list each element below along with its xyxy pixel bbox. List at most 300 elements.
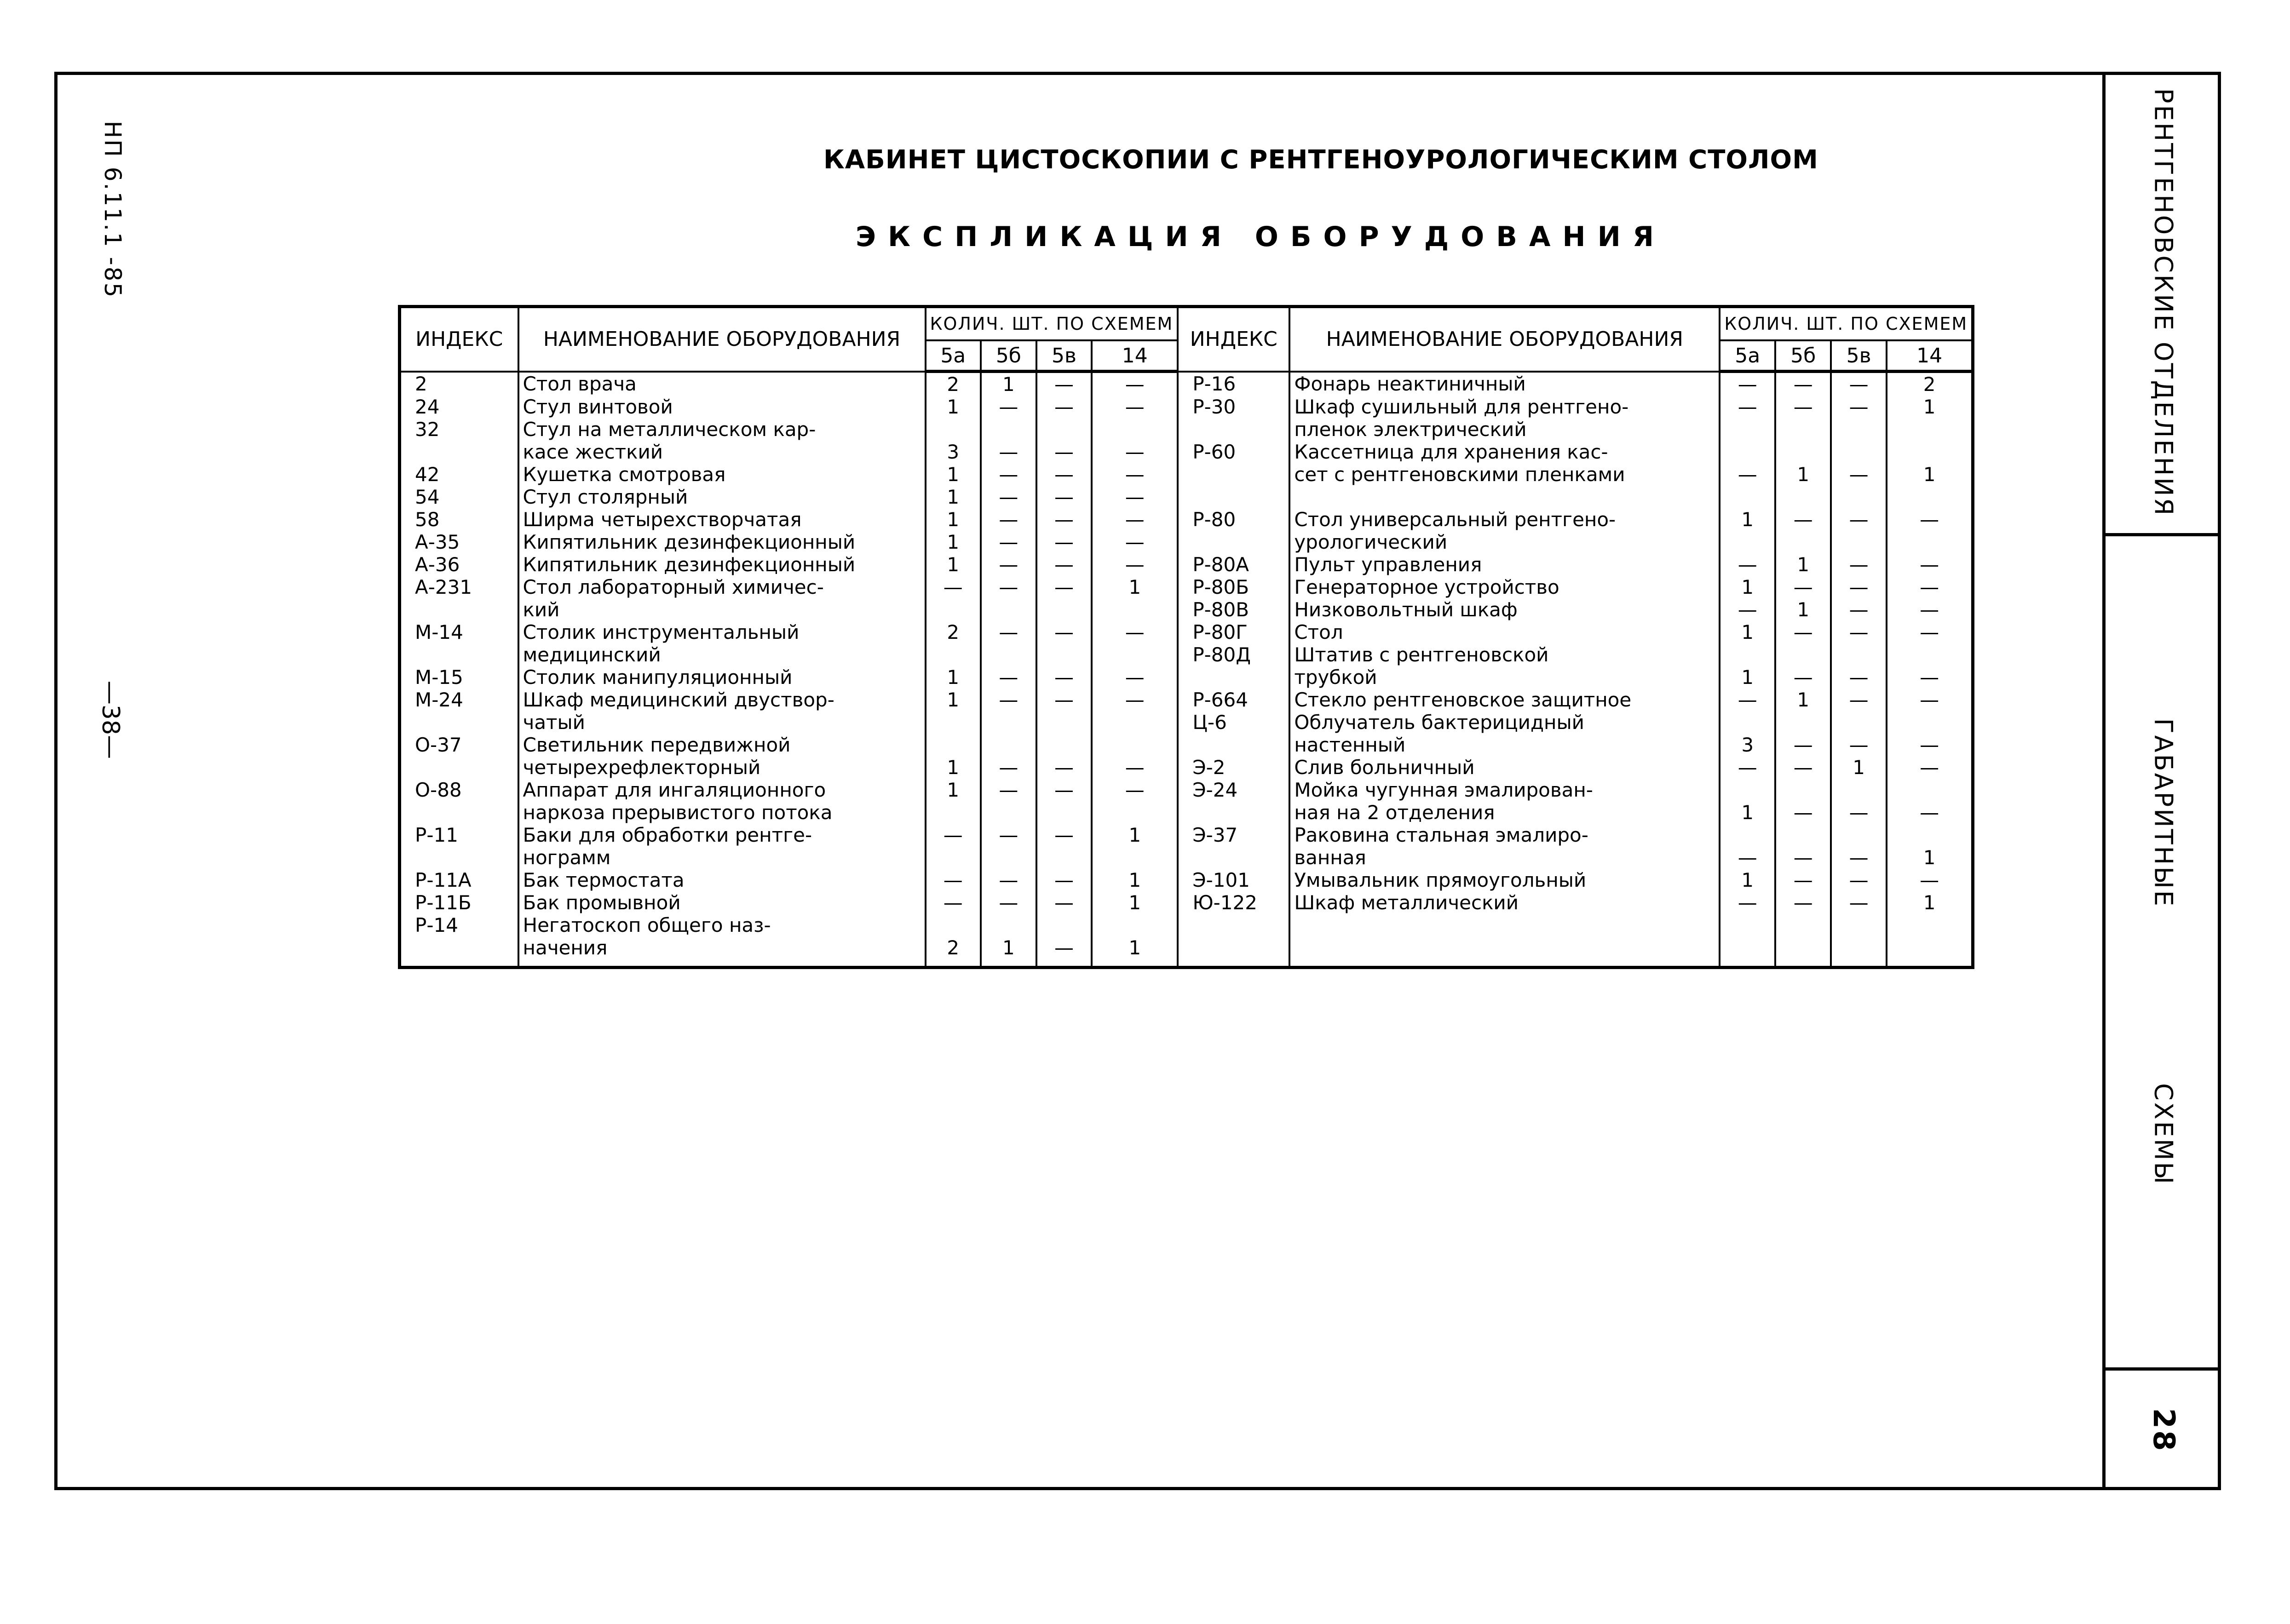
title-block-section (2106, 72, 2221, 536)
index-cell: М-14 (400, 621, 518, 643)
qty-14-cell: — (1887, 621, 1973, 643)
qty-5v-cell: — (1831, 891, 1887, 914)
qty-5a-cell (926, 711, 981, 734)
qty-14-cell: — (1092, 486, 1178, 508)
index-cell: М-24 (400, 689, 518, 711)
qty-5a-cell (1720, 779, 1775, 801)
qty-14-cell (1092, 801, 1178, 824)
qty-14-cell: — (1092, 396, 1178, 418)
qty-14-cell: — (1887, 801, 1973, 824)
document-code (92, 99, 133, 320)
qty-5b-cell (1775, 711, 1831, 734)
qty-5v-cell: — (1831, 576, 1887, 598)
qty-5b-cell: — (1775, 846, 1831, 869)
index-cell: 54 (400, 486, 518, 508)
name-cell: Стол универсальный рентгено- (1289, 508, 1720, 531)
qty-14-cell (1887, 531, 1973, 553)
index-cell: Р-80 (1178, 508, 1289, 531)
table-row (400, 914, 1973, 936)
qty-5a-cell: 1 (926, 508, 981, 531)
subsection-name: ГАБАРИТНЫЕ СХЕМЫ (2149, 718, 2178, 1186)
qty-5v-cell (1831, 486, 1887, 508)
index-cell: Р-11Б (400, 891, 518, 914)
qty-5a-cell: 3 (1720, 734, 1775, 756)
name-cell: Шкаф сушильный для рентгено- (1289, 396, 1720, 418)
qty-14-cell: 1 (1092, 936, 1178, 968)
qty-14-cell: — (1092, 666, 1178, 689)
qty-5v-cell: — (1831, 508, 1887, 531)
index-cell: Р-80А (1178, 553, 1289, 576)
name-cell: Ширма четырехстворчатая (518, 508, 926, 531)
qty-5b-cell (981, 734, 1036, 756)
name-cell: Умывальник прямоугольный (1289, 869, 1720, 891)
index-cell: 2 (400, 372, 518, 396)
name-cell: Стол лабораторный химичес- (518, 576, 926, 598)
qty-5b-cell: — (1775, 372, 1831, 396)
index-cell: О-88 (400, 779, 518, 801)
qty-5a-cell (1720, 824, 1775, 846)
table-row (400, 598, 1973, 621)
qty-5v-cell (1831, 711, 1887, 734)
qty-5b-cell: — (1775, 396, 1831, 418)
qty-5v-cell: — (1036, 508, 1092, 531)
qty-5b-cell (1775, 914, 1831, 936)
index-cell: А-35 (400, 531, 518, 553)
qty-5a-cell: 1 (926, 689, 981, 711)
qty-5a-cell: — (1720, 372, 1775, 396)
name-cell: Стекло рентгеновское защитное (1289, 689, 1720, 711)
index-cell (400, 936, 518, 968)
qty-5b-cell (981, 711, 1036, 734)
qty-5b-cell: — (1775, 666, 1831, 689)
qty-5a-cell: — (1720, 553, 1775, 576)
document-code-text: НП 6.11.1 -85 (99, 121, 126, 299)
qty-5b-cell (981, 846, 1036, 869)
qty-14-cell: — (1092, 508, 1178, 531)
table-row (400, 463, 1973, 486)
qty-5b-cell: — (981, 486, 1036, 508)
qty-5b-cell: — (1775, 801, 1831, 824)
qty-14-cell: — (1887, 756, 1973, 779)
qty-5b-cell: — (981, 869, 1036, 891)
qty-5v-cell: — (1831, 372, 1887, 396)
qty-5v-cell (1036, 914, 1092, 936)
qty-5v-cell (1831, 824, 1887, 846)
qty-5v-cell: — (1036, 441, 1092, 463)
name-cell: Столик манипуляционный (518, 666, 926, 689)
qty-5b-cell (981, 914, 1036, 936)
index-cell: Р-16 (1178, 372, 1289, 396)
table-row (400, 711, 1973, 734)
qty-14-cell: — (1092, 756, 1178, 779)
qty-5v-cell: — (1831, 598, 1887, 621)
qty-5a-cell: 1 (1720, 576, 1775, 598)
qty-5v-cell: — (1036, 463, 1092, 486)
qty-5v-cell: — (1831, 869, 1887, 891)
name-cell: касе жесткий (518, 441, 926, 463)
index-cell (1178, 418, 1289, 441)
index-cell (1178, 914, 1289, 936)
qty-5a-cell (1720, 441, 1775, 463)
qty-14-cell: — (1887, 598, 1973, 621)
name-cell: чатый (518, 711, 926, 734)
index-cell: А-36 (400, 553, 518, 576)
table-row (400, 846, 1973, 869)
qty-5a-cell: 1 (1720, 801, 1775, 824)
qty-5v-cell: — (1036, 936, 1092, 968)
qty-5b-cell: — (981, 666, 1036, 689)
table-row (400, 418, 1973, 441)
title-block (2102, 72, 2221, 1490)
name-cell: трубкой (1289, 666, 1720, 689)
qty-5v-cell (1036, 846, 1092, 869)
qty-5v-cell (1831, 531, 1887, 553)
qty-5a-cell (926, 598, 981, 621)
qty-5a-cell: 1 (926, 486, 981, 508)
qty-14-cell: — (1092, 531, 1178, 553)
index-cell: М-15 (400, 666, 518, 689)
qty-5a-cell: — (1720, 598, 1775, 621)
qty-14-cell (1092, 734, 1178, 756)
name-cell: начения (518, 936, 926, 968)
name-cell: Пульт управления (1289, 553, 1720, 576)
qty-14-cell (1887, 643, 1973, 666)
qty-5v-cell (1831, 914, 1887, 936)
qty-5a-cell: — (926, 576, 981, 598)
qty-5b-cell: — (981, 396, 1036, 418)
index-cell: Р-80Д (1178, 643, 1289, 666)
document-title: КАБИНЕТ ЦИСТОСКОПИИ С РЕНТГЕНОУРОЛОГИЧЕСКИМ СТОЛОМ (823, 145, 1818, 175)
header-scheme-14-left: 14 (1092, 340, 1178, 372)
header-scheme-5b-left: 5б (981, 340, 1036, 372)
header-scheme-14-right: 14 (1887, 340, 1973, 372)
name-cell: Кассетница для хранения кас- (1289, 441, 1720, 463)
qty-5b-cell: 1 (981, 372, 1036, 396)
qty-5b-cell: — (981, 891, 1036, 914)
qty-5b-cell (981, 418, 1036, 441)
qty-5v-cell: — (1036, 576, 1092, 598)
qty-5v-cell (1036, 418, 1092, 441)
index-cell (400, 756, 518, 779)
index-cell (400, 711, 518, 734)
index-cell: Р-664 (1178, 689, 1289, 711)
qty-14-cell: — (1887, 553, 1973, 576)
qty-5b-cell (1775, 418, 1831, 441)
qty-5v-cell: — (1036, 891, 1092, 914)
table-row (400, 869, 1973, 891)
document-subtitle: ЭКСПЛИКАЦИЯ ОБОРУДОВАНИЯ (856, 221, 1666, 253)
name-cell: пленок электрический (1289, 418, 1720, 441)
qty-5v-cell: — (1036, 553, 1092, 576)
qty-5a-cell: — (926, 891, 981, 914)
qty-5a-cell: — (1720, 463, 1775, 486)
table-row (400, 801, 1973, 824)
qty-14-cell: — (1092, 779, 1178, 801)
qty-5b-cell: — (981, 779, 1036, 801)
qty-5a-cell (1720, 418, 1775, 441)
name-cell: Негатоскоп общего наз- (518, 914, 926, 936)
qty-5b-cell (981, 801, 1036, 824)
qty-5b-cell: — (1775, 508, 1831, 531)
index-cell: Ц-6 (1178, 711, 1289, 734)
qty-5a-cell (1720, 936, 1775, 968)
qty-5a-cell: 1 (1720, 869, 1775, 891)
qty-5a-cell: — (1720, 846, 1775, 869)
qty-5a-cell (926, 914, 981, 936)
qty-5v-cell (1036, 598, 1092, 621)
qty-5a-cell: 1 (926, 779, 981, 801)
header-name-right: НАИМЕНОВАНИЕ ОБОРУДОВАНИЯ (1289, 307, 1720, 372)
name-cell: наркоза прерывистого потока (518, 801, 926, 824)
qty-5b-cell: — (981, 553, 1036, 576)
table-row (400, 486, 1973, 508)
qty-5b-cell (1775, 531, 1831, 553)
qty-5b-cell (1775, 441, 1831, 463)
index-cell: Э-37 (1178, 824, 1289, 846)
qty-14-cell: — (1092, 441, 1178, 463)
qty-14-cell: 1 (1887, 891, 1973, 914)
qty-5a-cell: 1 (926, 396, 981, 418)
name-cell: Стул на металлическом кар- (518, 418, 926, 441)
index-cell (1178, 846, 1289, 869)
qty-5a-cell: 1 (1720, 508, 1775, 531)
name-cell: Слив больничный (1289, 756, 1720, 779)
index-cell: 24 (400, 396, 518, 418)
name-cell: нограмм (518, 846, 926, 869)
header-scheme-5a-left: 5а (926, 340, 981, 372)
page-number (90, 662, 131, 777)
qty-5v-cell: — (1036, 372, 1092, 396)
qty-14-cell: — (1092, 553, 1178, 576)
qty-14-cell: — (1092, 463, 1178, 486)
qty-5a-cell: — (1720, 689, 1775, 711)
page-number-text: —38— (97, 680, 124, 759)
qty-5a-cell: 2 (926, 621, 981, 643)
qty-5v-cell: 1 (1831, 756, 1887, 779)
name-cell: Светильник передвижной (518, 734, 926, 756)
name-cell: Стул столярный (518, 486, 926, 508)
qty-5v-cell (1831, 418, 1887, 441)
qty-5b-cell: — (981, 576, 1036, 598)
index-cell: Р-80В (1178, 598, 1289, 621)
qty-5v-cell: — (1036, 531, 1092, 553)
qty-5b-cell: — (981, 824, 1036, 846)
table-row (400, 553, 1973, 576)
name-cell: Столик инструментальный (518, 621, 926, 643)
table-row (400, 508, 1973, 531)
qty-14-cell (1887, 418, 1973, 441)
name-cell (1289, 914, 1720, 936)
qty-5b-cell: — (1775, 756, 1831, 779)
name-cell: Мойка чугунная эмалирован- (1289, 779, 1720, 801)
qty-5b-cell: 1 (1775, 463, 1831, 486)
qty-5v-cell: — (1036, 869, 1092, 891)
index-cell (1178, 734, 1289, 756)
index-cell (1178, 666, 1289, 689)
qty-14-cell: — (1887, 869, 1973, 891)
table-row (400, 531, 1973, 553)
index-cell (400, 846, 518, 869)
qty-5a-cell: 2 (926, 372, 981, 396)
index-cell: 32 (400, 418, 518, 441)
qty-14-cell: — (1092, 372, 1178, 396)
table-row (400, 936, 1973, 968)
qty-5b-cell: — (981, 689, 1036, 711)
qty-5b-cell: — (981, 756, 1036, 779)
index-cell: Р-60 (1178, 441, 1289, 463)
name-cell: сет с рентгеновскими пленками (1289, 463, 1720, 486)
index-cell: Э-2 (1178, 756, 1289, 779)
qty-5b-cell: — (1775, 576, 1831, 598)
qty-5v-cell: — (1831, 689, 1887, 711)
qty-14-cell (1887, 441, 1973, 463)
section-name: РЕНТГЕНОВСКИЕ ОТДЕЛЕНИЯ (2149, 88, 2178, 517)
qty-5a-cell: — (1720, 396, 1775, 418)
index-cell: Р-30 (1178, 396, 1289, 418)
header-index-right: ИНДЕКС (1178, 307, 1289, 372)
name-cell: Штатив с рентгеновской (1289, 643, 1720, 666)
index-cell: 58 (400, 508, 518, 531)
title-block-subsection (2106, 536, 2221, 1371)
qty-5a-cell (1720, 486, 1775, 508)
name-cell: Бак термостата (518, 869, 926, 891)
header-scheme-5a-right: 5а (1720, 340, 1775, 372)
index-cell: Э-24 (1178, 779, 1289, 801)
qty-5a-cell (926, 418, 981, 441)
qty-5a-cell (926, 801, 981, 824)
qty-14-cell (1887, 936, 1973, 968)
qty-14-cell: 1 (1092, 891, 1178, 914)
header-qty-left: КОЛИЧ. ШТ. ПО СХЕМЕМ (926, 307, 1178, 341)
index-cell: О-37 (400, 734, 518, 756)
qty-5b-cell: — (1775, 869, 1831, 891)
qty-5a-cell: — (926, 824, 981, 846)
qty-5a-cell: 1 (926, 666, 981, 689)
name-cell: Баки для обработки рентге- (518, 824, 926, 846)
name-cell: настенный (1289, 734, 1720, 756)
qty-5v-cell: — (1831, 846, 1887, 869)
header-index-left: ИНДЕКС (400, 307, 518, 372)
qty-5v-cell (1831, 643, 1887, 666)
index-cell (400, 643, 518, 666)
table-row (400, 891, 1973, 914)
name-cell: Генераторное устройство (1289, 576, 1720, 598)
name-cell: Фонарь неактиничный (1289, 372, 1720, 396)
qty-5v-cell: — (1831, 801, 1887, 824)
qty-14-cell (1887, 486, 1973, 508)
qty-5b-cell: — (981, 621, 1036, 643)
qty-5b-cell: — (981, 531, 1036, 553)
name-cell: Шкаф металлический (1289, 891, 1720, 914)
index-cell (1178, 463, 1289, 486)
qty-5b-cell (1775, 643, 1831, 666)
qty-5b-cell (981, 643, 1036, 666)
name-cell: Низковольтный шкаф (1289, 598, 1720, 621)
index-cell (1178, 531, 1289, 553)
qty-5b-cell (1775, 824, 1831, 846)
qty-5a-cell (926, 846, 981, 869)
qty-14-cell: — (1092, 689, 1178, 711)
name-cell: Аппарат для ингаляционного (518, 779, 926, 801)
qty-5v-cell: — (1036, 689, 1092, 711)
table-row (400, 576, 1973, 598)
qty-5v-cell: — (1036, 756, 1092, 779)
qty-5v-cell: — (1831, 621, 1887, 643)
qty-5a-cell (1720, 711, 1775, 734)
name-cell: Стул винтовой (518, 396, 926, 418)
name-cell: урологический (1289, 531, 1720, 553)
qty-5a-cell: 1 (926, 756, 981, 779)
qty-5a-cell: 1 (1720, 621, 1775, 643)
index-cell: Р-11 (400, 824, 518, 846)
qty-5b-cell (1775, 486, 1831, 508)
table-row (400, 734, 1973, 756)
qty-5b-cell: — (1775, 621, 1831, 643)
name-cell: Облучатель бактерицидный (1289, 711, 1720, 734)
qty-5v-cell: — (1036, 486, 1092, 508)
table-row (400, 372, 1973, 396)
qty-14-cell: — (1887, 666, 1973, 689)
qty-5v-cell (1036, 801, 1092, 824)
index-cell (400, 801, 518, 824)
table-row (400, 779, 1973, 801)
qty-14-cell (1092, 711, 1178, 734)
qty-5a-cell (926, 734, 981, 756)
table-row (400, 441, 1973, 463)
qty-5v-cell (1036, 643, 1092, 666)
title-block-sheet (2106, 1371, 2221, 1490)
qty-14-cell: — (1887, 689, 1973, 711)
qty-14-cell: — (1092, 621, 1178, 643)
qty-5v-cell (1831, 936, 1887, 968)
index-cell: 42 (400, 463, 518, 486)
qty-14-cell: — (1887, 734, 1973, 756)
qty-14-cell: — (1887, 508, 1973, 531)
qty-5b-cell (981, 598, 1036, 621)
qty-14-cell (1887, 914, 1973, 936)
sheet-number: 28 (2146, 1408, 2181, 1453)
index-cell: Р-14 (400, 914, 518, 936)
table-row (400, 666, 1973, 689)
name-cell: Раковина стальная эмалиро- (1289, 824, 1720, 846)
index-cell (1178, 801, 1289, 824)
name-cell: кий (518, 598, 926, 621)
index-cell (400, 441, 518, 463)
name-cell: Стол врача (518, 372, 926, 396)
qty-14-cell: 1 (1887, 463, 1973, 486)
qty-5b-cell: — (981, 441, 1036, 463)
table-row (400, 621, 1973, 643)
name-cell: Стол (1289, 621, 1720, 643)
qty-5b-cell: — (981, 508, 1036, 531)
qty-14-cell (1887, 711, 1973, 734)
qty-14-cell (1092, 598, 1178, 621)
qty-14-cell (1887, 779, 1973, 801)
index-cell (1178, 486, 1289, 508)
qty-5a-cell (1720, 914, 1775, 936)
qty-14-cell: 2 (1887, 372, 1973, 396)
name-cell: ванная (1289, 846, 1720, 869)
qty-14-cell: 1 (1092, 576, 1178, 598)
header-scheme-5v-right: 5в (1831, 340, 1887, 372)
qty-5a-cell: — (1720, 891, 1775, 914)
qty-14-cell (1092, 846, 1178, 869)
name-cell: Кипятильник дезинфекционный (518, 531, 926, 553)
qty-5v-cell: — (1036, 779, 1092, 801)
qty-14-cell (1092, 418, 1178, 441)
qty-5a-cell: 1 (926, 463, 981, 486)
table-row (400, 689, 1973, 711)
